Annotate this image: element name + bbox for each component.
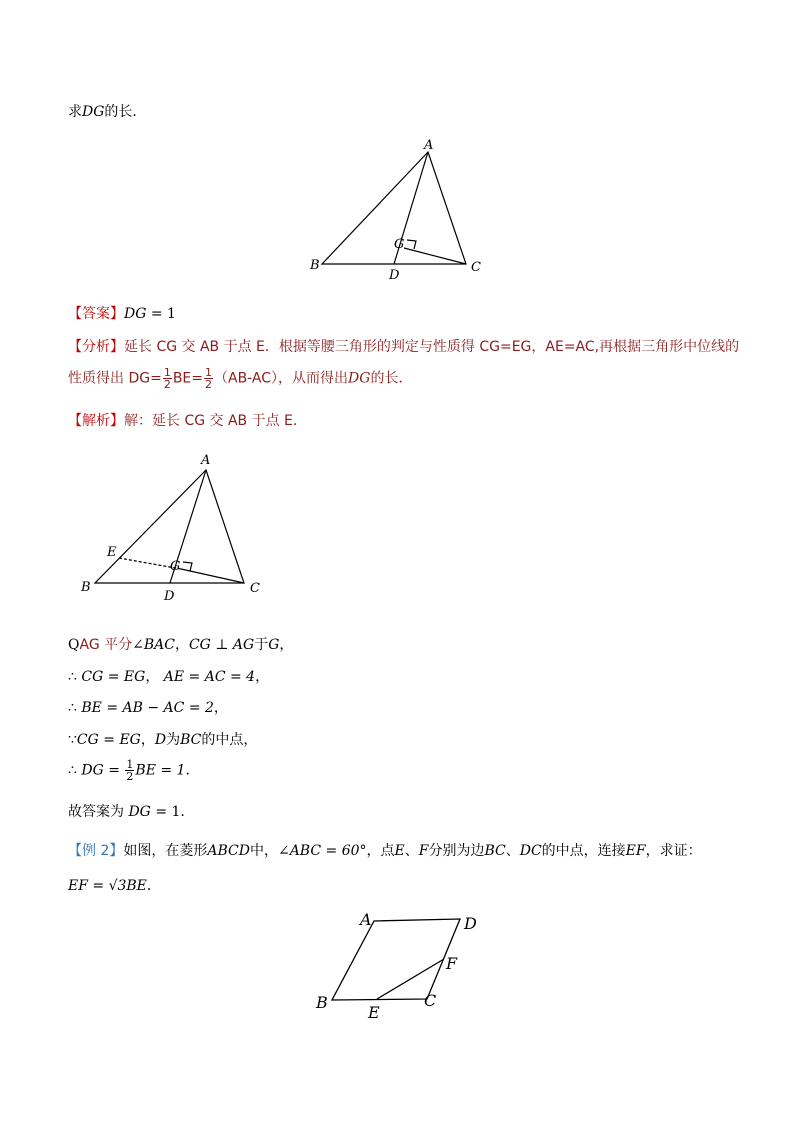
label-c: C <box>250 581 260 596</box>
label-g: G <box>170 559 181 574</box>
label-d: D <box>164 589 175 604</box>
analysis-tag: 【分析】 <box>68 339 124 355</box>
question-text: 求 <box>68 104 82 120</box>
analysis-text-2c: （AB-AC），从而得出 <box>214 370 349 387</box>
triangle-figure-1 <box>300 135 500 285</box>
solution-line <box>68 410 307 430</box>
fraction-half-3: $\frac{1}{2}$ <box>126 758 134 783</box>
label-d: D <box>389 268 400 283</box>
label-b: B <box>81 580 91 595</box>
fraction-half-2: $\frac{1}{2}$ <box>205 366 212 391</box>
solution-tag: 【解析】 <box>68 413 124 429</box>
therefore-symbol: ∴ <box>68 669 77 685</box>
label-c: C <box>424 991 437 1010</box>
label-b: B <box>310 258 320 273</box>
label-e: E <box>107 545 117 560</box>
answer-dg: DG <box>124 306 147 322</box>
step-3: ∴ BE = AB − AC = 2， <box>68 700 228 716</box>
analysis-text-2d: 的长． <box>370 370 413 387</box>
analysis-line-1 <box>68 336 739 356</box>
step-4: ∵CG = EG，D为BC的中点， <box>68 732 258 748</box>
dg-symbol: DG <box>82 104 105 120</box>
analysis-text-1: 延长 CG 交 AB 于点 E．根据等腰三角形的判定与性质得 CG=EG，AE=AC,再根据三角形中位线的 <box>124 339 740 355</box>
label-d: D <box>464 914 477 933</box>
step-6: 故答案为 DG = 1. <box>68 804 185 820</box>
analysis-dg: DG <box>348 370 371 387</box>
label-c: C <box>471 260 481 275</box>
question-line <box>68 101 146 121</box>
question-text-end: 的长． <box>104 104 147 120</box>
answer-value: = 1 <box>146 306 176 322</box>
step-5: ∴ DG = $\frac{1}{2}$ BE = 1． <box>68 758 200 783</box>
label-a: A <box>424 138 434 153</box>
analysis-text-2b: BE= <box>172 370 203 387</box>
answer-tag: 【答案】 <box>68 306 124 322</box>
answer-line <box>68 303 176 323</box>
example2-line-2: EF = √3BE． <box>68 878 161 894</box>
rhombus-figure <box>310 905 500 1030</box>
label-g: G <box>394 237 405 252</box>
label-e: E <box>368 1003 380 1022</box>
fraction-half-1: $\frac{1}{2}$ <box>163 366 171 391</box>
because-symbol: ∵ <box>68 732 77 748</box>
therefore-symbol: ∴ <box>68 762 77 779</box>
step-1: QAG 平分∠BAC，CG ⊥ AG于G， <box>68 637 294 653</box>
analysis-text-2a: 性质得出 DG= <box>68 370 162 387</box>
example2-line-1: 【例 2】如图，在菱形ABCD中，∠ABC = 60°，点E、F分别为边BC、DC的中点，连接EF，求证： <box>68 843 702 859</box>
analysis-line-2 <box>68 367 412 390</box>
label-a: A <box>201 453 211 468</box>
because-symbol: Q <box>68 637 80 653</box>
triangle-figure-2 <box>75 450 275 605</box>
label-a: A <box>360 910 372 929</box>
label-f: F <box>446 954 458 973</box>
label-b: B <box>316 993 328 1012</box>
step-2: ∴ CG = EG， AE = AC = 4， <box>68 669 270 685</box>
therefore-symbol: ∴ <box>68 700 77 716</box>
example-tag: 【例 2】 <box>68 843 124 859</box>
solution-text: 解：延长 CG 交 AB 于点 E． <box>124 413 307 429</box>
